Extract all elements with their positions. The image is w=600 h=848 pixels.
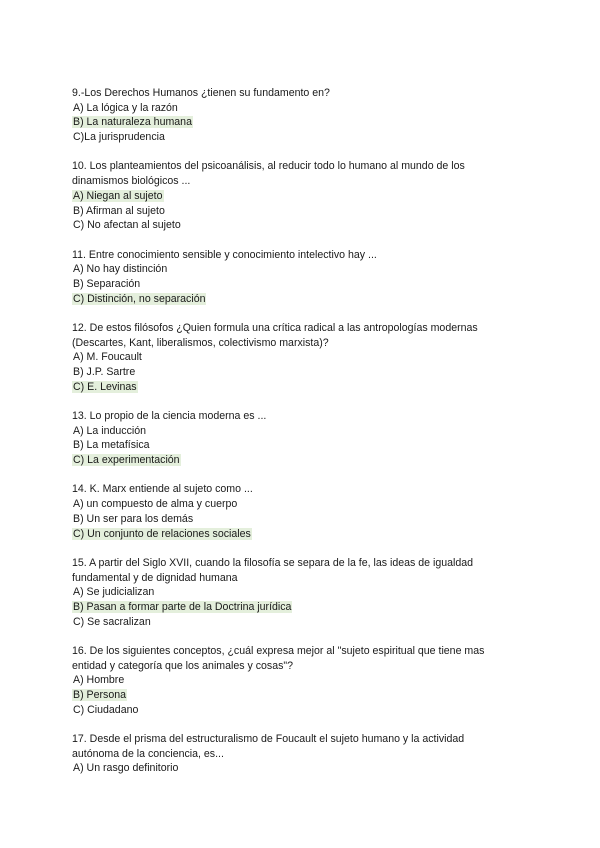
question-text-cont: autónoma de la conciencia, es... [72, 747, 224, 760]
question-text-cont: entidad y categoría que los animales y cosas"? [72, 659, 294, 672]
option-b-correct: B) Pasan a formar parte de la Doctrina jurídica [73, 600, 292, 613]
question-text: 14. K. Marx entiende al sujeto como ... [72, 483, 253, 496]
option-a: A) un compuesto de alma y cuerpo [73, 498, 238, 511]
question-13 [72, 409, 532, 468]
option-b-correct: B) Persona [73, 689, 126, 702]
question-text-cont: (Descartes, Kant, liberalismos, colectivismo marxista)? [72, 336, 329, 349]
question-text-cont: fundamental y de dignidad humana [72, 571, 238, 584]
question-9 [72, 86, 532, 145]
option-a: A) Hombre [73, 674, 125, 687]
option-b: B) Separación [73, 277, 141, 290]
option-c: C) Se sacralizan [73, 615, 151, 628]
question-11 [72, 248, 532, 307]
question-15 [72, 556, 532, 630]
option-a: A) Un rasgo definitorio [73, 762, 179, 775]
question-text: 15. A partir del Siglo XVII, cuando la filosofía se separa de la fe, las ideas de igualdad [72, 556, 474, 569]
question-text: 17. Desde el prisma del estructuralismo de Foucault el sujeto humano y la actividad [72, 733, 465, 746]
question-list [72, 86, 532, 791]
question-text: 9.-Los Derechos Humanos ¿tienen su fundamento en? [72, 87, 330, 99]
question-text: 11. Entre conocimiento sensible y conocimiento intelectivo hay ... [72, 248, 377, 261]
option-a: A) Se judicializan [73, 586, 155, 599]
question-text: 16. De los siguientes conceptos, ¿cuál expresa mejor al "sujeto espiritual que tiene mas [72, 644, 485, 657]
question-14 [72, 482, 532, 541]
option-a-correct: A) Niegan al sujeto [73, 189, 163, 202]
option-c-correct: C) La experimentación [73, 454, 180, 467]
option-b-correct: B) La naturaleza humana [73, 116, 192, 129]
question-17 [72, 732, 532, 776]
option-c-correct: C) E. Levinas [73, 380, 137, 393]
question-16 [72, 644, 532, 718]
option-a: A) No hay distinción [73, 263, 168, 276]
option-c: C) Ciudadano [73, 703, 139, 716]
question-text-cont: dinamismos biológicos ... [72, 175, 191, 188]
option-c: C) No afectan al sujeto [73, 219, 181, 232]
question-12 [72, 321, 532, 395]
option-b: B) Afirman al sujeto [73, 204, 165, 217]
question-text: 13. Lo propio de la ciencia moderna es ... [72, 410, 267, 423]
question-text: 10. Los planteamientos del psicoanálisis, al reducir todo lo humano al mundo de los [72, 160, 465, 173]
option-c-correct: C) Distinción, no separación [73, 292, 206, 305]
option-b: B) J.P. Sartre [73, 366, 136, 379]
question-10 [72, 159, 532, 233]
option-a: A) M. Foucault [73, 351, 142, 364]
option-c-correct: C) Un conjunto de relaciones sociales [73, 527, 251, 540]
option-a: A) La lógica y la razón [73, 101, 178, 114]
option-a: A) La inducción [73, 424, 147, 437]
option-c: C)La jurisprudencia [73, 131, 165, 144]
option-b: B) Un ser para los demás [73, 512, 194, 525]
question-text: 12. De estos filósofos ¿Quien formula una crítica radical a las antropologías modernas [72, 321, 478, 334]
option-b: B) La metafísica [73, 439, 150, 452]
